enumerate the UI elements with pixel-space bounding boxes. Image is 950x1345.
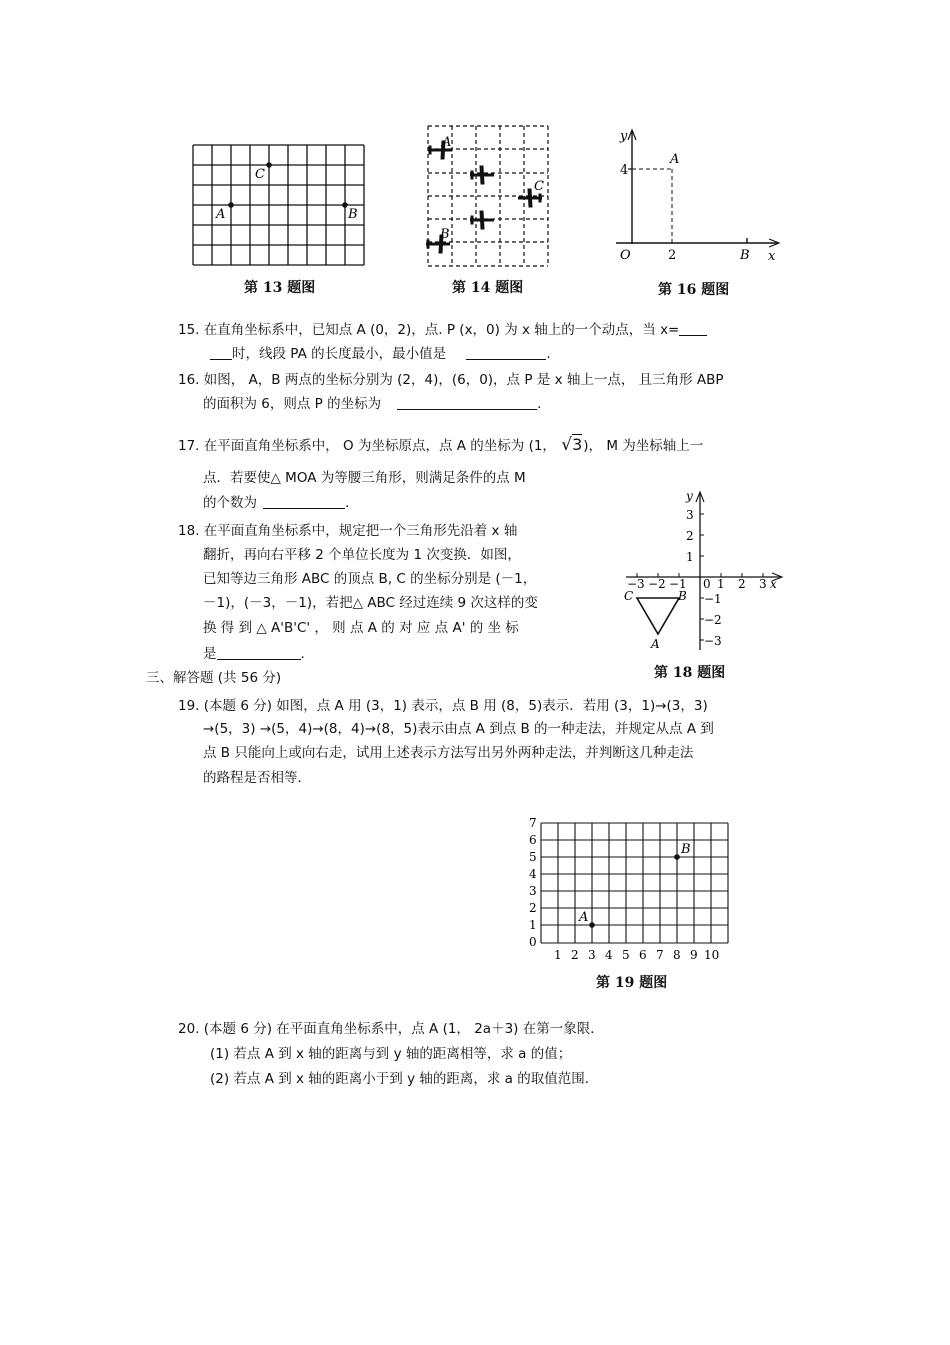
point-b-dot [342,202,348,208]
figure-14-caption: 第 14 题图 [452,280,524,296]
q17-line1: 17. 在平面直角坐标系中， O 为坐标原点，点 A 的坐标为 (1， √3)， M 为坐标轴上一 [178,435,704,455]
y-tick: 2 [686,529,694,543]
label-b: B [740,248,750,263]
x-tick: 2 [738,577,746,591]
y-tick: 2 [529,901,537,915]
y-axis-label: y [620,129,628,144]
y-tick: 3 [529,884,537,898]
q18-line4: －1)，(－3，－1)，若把△ ABC 经过连续 9 次这样的变 [203,595,538,611]
q19-line1: 19. (本题 6 分) 如图，点 A 用 (3，1) 表示，点 B 用 (8，5)表示．若用 (3，1)→(3，3) [178,698,708,714]
figure-19-grid [524,813,740,967]
figure-16-caption: 第 16 题图 [658,282,730,298]
x-tick: 6 [639,948,647,962]
q20-part1: (1) 若点 A 到 x 轴的距离与到 y 轴的距离相等，求 a 的值； [210,1046,572,1062]
q18-line1: 18. 在平面直角坐标系中，规定把一个三角形先沿着 x 轴 [178,523,518,539]
x-tick: 2 [571,948,579,962]
section-3-heading: 三、解答题 (共 56 分) [146,670,282,686]
tick-2: 2 [668,248,677,263]
q20-line1: 20. (本题 6 分) 在平面直角坐标系中，点 A (1， 2a＋3) 在第一象限． [178,1021,604,1037]
q18-line6: 是 . [203,646,305,662]
q16-line2: 的面积为 6，则点 P 的坐标为 . [203,396,542,412]
y-tick: 3 [686,508,694,522]
y-tick: 1 [529,918,537,932]
x-tick: −2 [648,577,666,591]
q17-line2: 点．若要使△ MOA 为等腰三角形，则满足条件的点 M [203,470,526,486]
label-a: A [670,152,680,167]
x-tick: 5 [622,948,630,962]
x-axis-label: x [770,577,777,591]
y-tick: 4 [529,867,537,881]
q17-line3: 的个数为 . [203,495,350,511]
q19-line4: 的路程是否相等． [203,770,311,786]
y-axis-label: y [686,489,693,503]
x-axis-label: x [768,249,776,264]
figure-16-axes [612,126,784,268]
label-b: B [678,589,687,603]
figure-13-grid [190,142,370,268]
label-a: A [216,207,226,222]
x-tick: 3 [759,577,767,591]
x-tick: 8 [673,948,681,962]
x-tick: 10 [704,948,720,962]
label-b: B [681,842,691,857]
x-tick: −1 [669,577,687,591]
point-b-dot [674,854,680,860]
tick-4: 4 [620,163,629,178]
figure-18-axes [620,486,786,654]
q18-line3: 已知等边三角形 ABC 的顶点 B, C 的坐标分别是 (－1， [203,571,537,587]
label-b: B [440,227,450,242]
label-a: A [579,910,589,925]
y-tick: 7 [529,816,537,830]
sqrt-symbol: √3 [561,435,583,455]
y-tick: 0 [529,935,537,949]
label-a: A [651,637,660,651]
figure-18-caption: 第 18 题图 [654,665,726,681]
x-tick: 1 [554,948,562,962]
figure-14-grid [424,122,556,270]
origin-label: 0 [703,577,711,591]
plane-icon [470,166,494,184]
point-c-dot [266,162,272,168]
q16-line1: 16. 如图， A，B 两点的坐标分别为 (2，4)，(6，0)，点 P 是 x 轴上一点， 且三角形 ABP [178,372,724,388]
x-tick: 1 [717,577,725,591]
x-tick: 9 [690,948,698,962]
label-c: C [255,167,265,182]
x-tick: 4 [605,948,613,962]
point-a-dot [228,202,234,208]
q19-line3: 点 B 只能向上或向右走，试用上述表示方法写出另外两种走法，并判断这几种走法 [203,745,694,761]
y-tick: 6 [529,833,537,847]
q15-line1: 15. 在直角坐标系中，已知点 A (0，2)，点. P (x，0) 为 x 轴上的一个动点，当 x= [178,321,707,339]
origin-label: O [620,248,631,263]
x-tick: 3 [588,948,596,962]
x-tick: 7 [656,948,664,962]
y-tick: −2 [704,613,722,627]
plane-icon [470,211,494,229]
x-tick: −3 [627,577,645,591]
triangle-abc [637,598,679,634]
y-tick: 5 [529,850,537,864]
q19-line2: →(5，3) →(5，4)→(8，4)→(8，5)表示由点 A 到点 B 的一种走法，并规定从点 A 到 [203,721,714,737]
point-a-dot [589,922,595,928]
y-tick: 1 [686,550,694,564]
label-c: C [534,179,544,194]
q15-line2: 时，线段 PA 的长度最小，最小值是 . [210,345,551,363]
y-tick: −3 [704,634,722,648]
q18-line5: 换 得 到 △ A'B'C' ， 则 点 A 的 对 应 点 A' 的 坐 标 [203,620,519,636]
label-b: B [348,207,358,222]
figure-19-caption: 第 19 题图 [596,975,668,991]
label-a: A [442,135,452,150]
q20-part2: (2) 若点 A 到 x 轴的距离小于到 y 轴的距离，求 a 的取值范围． [210,1071,599,1087]
figure-13-caption: 第 13 题图 [244,280,316,296]
label-c: C [624,589,634,603]
q18-line2: 翻折，再向右平移 2 个单位长度为 1 次变换．如图， [203,547,521,563]
y-tick: −1 [704,592,722,606]
